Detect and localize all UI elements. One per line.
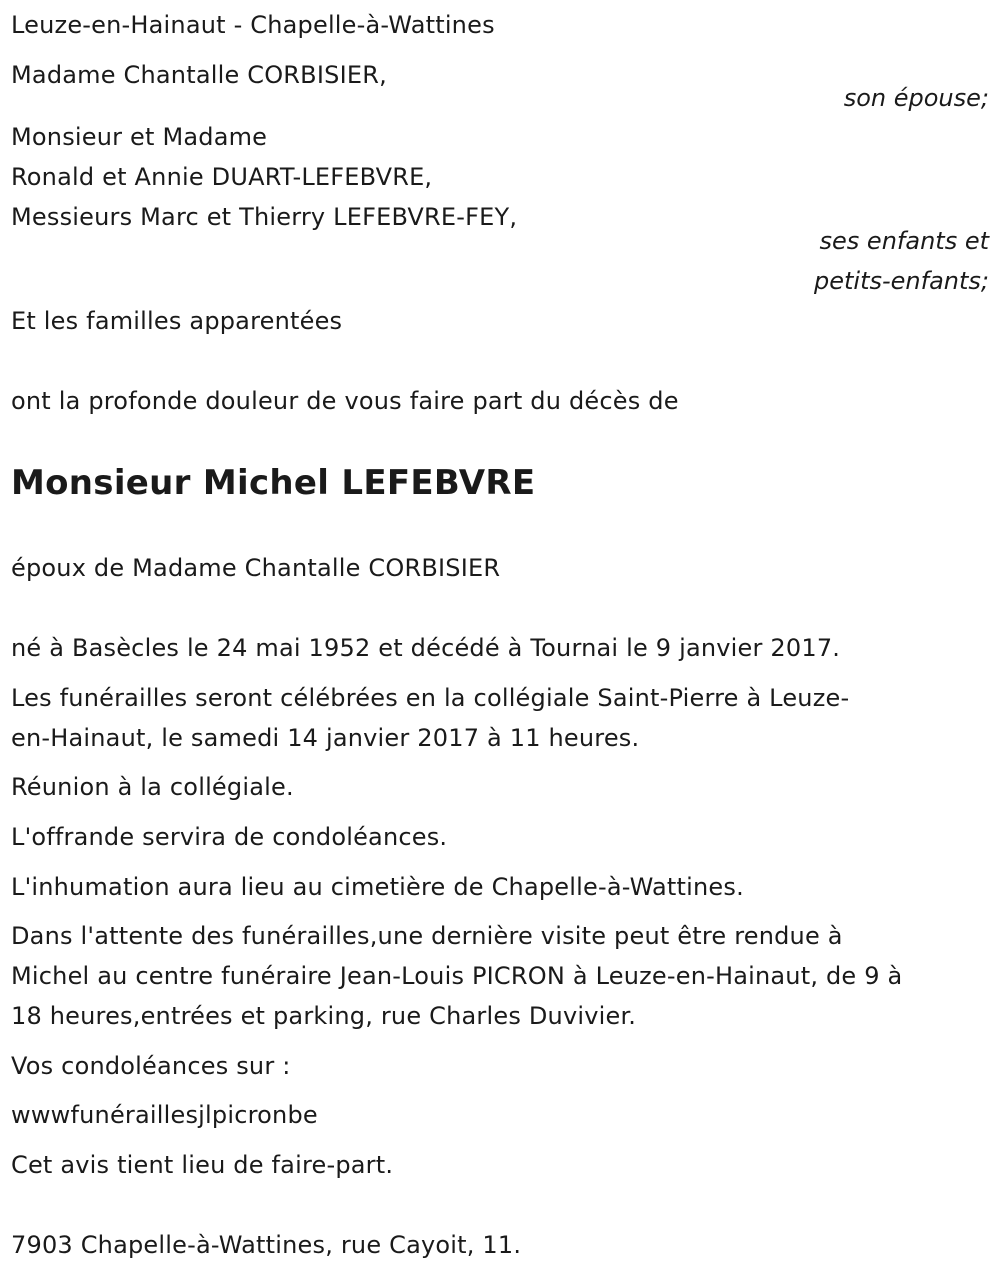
notice-line: Cet avis tient lieu de faire-part.	[11, 1151, 394, 1179]
reunion-line: Réunion à la collégiale.	[11, 773, 294, 801]
visit-line-3: 18 heures,entrées et parking, rue Charles Duvivier.	[11, 1002, 637, 1030]
spouse-of-line: époux de Madame Chantalle CORBISIER	[11, 554, 501, 582]
burial-line: L'inhumation aura lieu au cimetière de Chapelle-à-Wattines.	[11, 873, 744, 901]
birth-death-line: né à Basècles le 24 mai 1952 et décédé à Tournai le 9 janvier 2017.	[11, 634, 841, 662]
visit-line-2: Michel au centre funéraire Jean-Louis PICRON à Leuze-en-Hainaut, de 9 à	[11, 962, 903, 990]
funeral-line-1: Les funérailles seront célébrées en la collégiale Saint-Pierre à Leuze-	[11, 684, 850, 712]
spouse-name: Madame Chantalle CORBISIER,	[11, 61, 387, 89]
footer-address: 7903 Chapelle-à-Wattines, rue Cayoit, 11.	[11, 1231, 522, 1259]
offering-line: L'offrande servira de condoléances.	[11, 823, 448, 851]
condolences-label: Vos condoléances sur :	[11, 1052, 291, 1080]
spouse-relation: son épouse;	[843, 84, 989, 112]
families-line: Et les familles apparentées	[11, 307, 343, 335]
children-line-2: Ronald et Annie DUART-LEFEBVRE,	[11, 163, 433, 191]
visit-line-1: Dans l'attente des funérailles,une dernière visite peut être rendue à	[11, 922, 843, 950]
children-relation-line-2: petits-enfants;	[814, 267, 989, 295]
children-relation-line-1: ses enfants et	[819, 227, 989, 255]
children-line-1: Monsieur et Madame	[11, 123, 268, 151]
children-line-3: Messieurs Marc et Thierry LEFEBVRE-FEY,	[11, 203, 518, 231]
deceased-name: Monsieur Michel LEFEBVRE	[11, 463, 536, 503]
header-location: Leuze-en-Hainaut - Chapelle-à-Wattines	[11, 11, 495, 39]
website-link[interactable]: wwwfunéraillesjlpicronbe	[11, 1101, 318, 1129]
funeral-line-2: en-Hainaut, le samedi 14 janvier 2017 à 11 heures.	[11, 724, 640, 752]
announcement-line: ont la profonde douleur de vous faire part du décès de	[11, 387, 679, 415]
